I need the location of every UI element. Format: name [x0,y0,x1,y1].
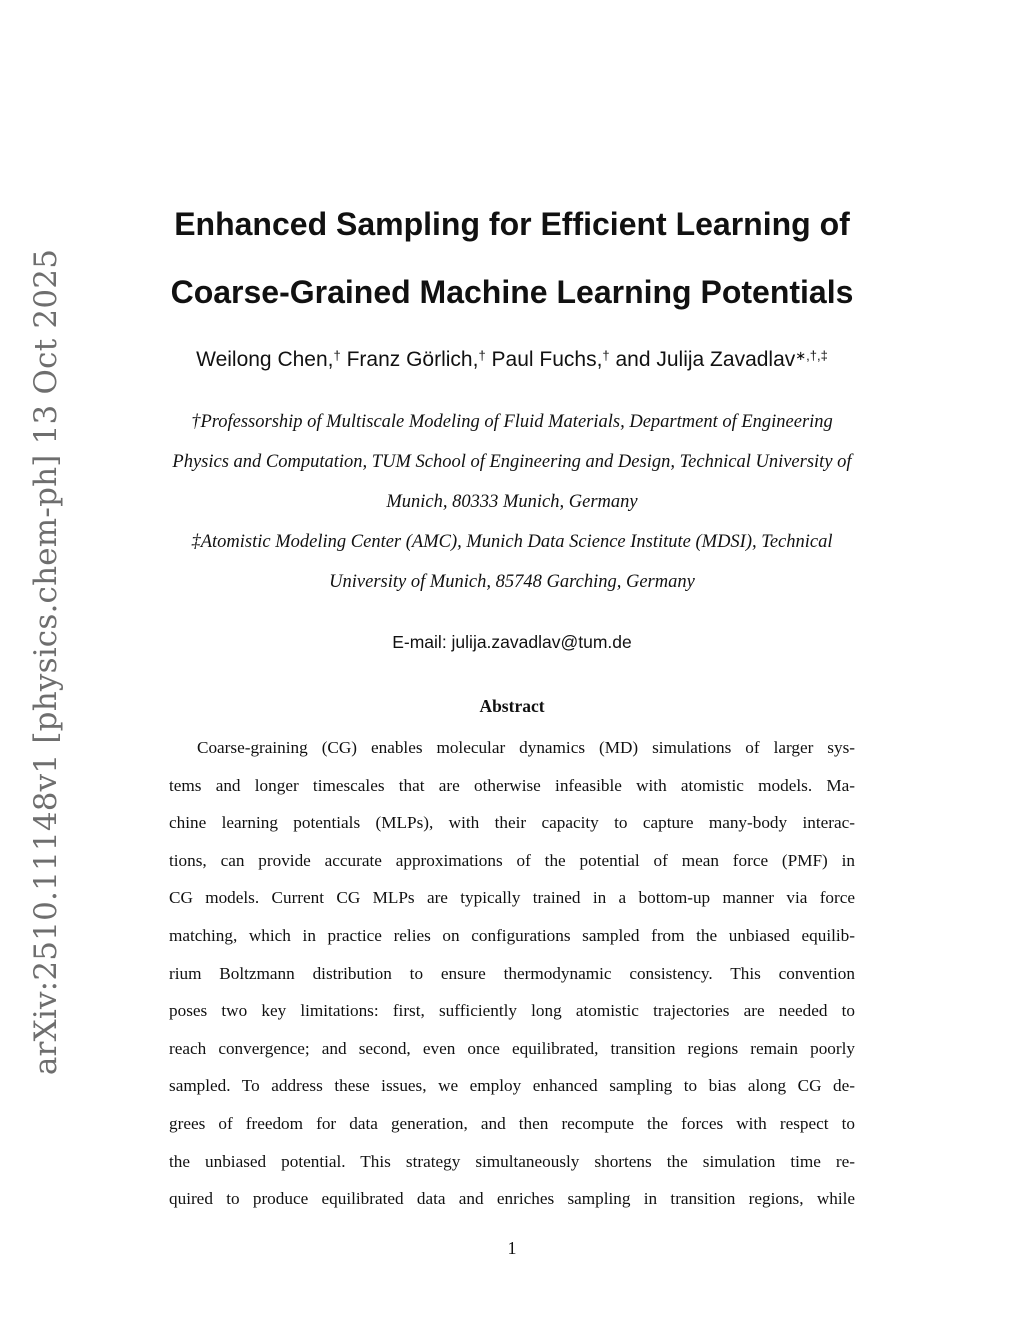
abstract-line: sampled. To address these issues, we employ enhanced sampling to bias along CG de- [169,1076,855,1096]
abstract-line: tems and longer timescales that are otherwise infeasible with atomistic models. Ma- [169,775,855,795]
author-4 [616,348,828,371]
author-name: Paul Fuchs, [491,348,603,371]
affiliation-line: †Professorship of Multiscale Modeling of Fluid Materials, Department of Engineering [191,412,833,432]
author-affiliation-marks: † [478,348,486,363]
abstract-line: tions, can provide accurate approximations of the potential of mean force (PMF) in [169,850,855,870]
arxiv-identifier-stamp: arXiv:2510.11148v1 [physics.chem-ph] 13 Oct 2025 [28,248,64,1076]
abstract-line: quired to produce equilibrated data and enriches sampling in transition regions, while [169,1189,855,1209]
abstract-line: CG models. Current CG MLPs are typically trained in a bottom-up manner via force [169,888,855,908]
abstract-line: Coarse-graining (CG) enables molecular dynamics (MD) simulations of larger sys- [197,738,855,757]
abstract-line: matching, which in practice relies on configurations sampled from the unbiased equilib- [169,925,855,945]
author-name: Franz Görlich, [346,348,479,371]
abstract-line: grees of freedom for data generation, and then recompute the forces with respect to [169,1113,855,1133]
abstract-line: chine learning potentials (MLPs), with their capacity to capture many-body interac- [169,813,855,833]
author-1 [196,348,341,371]
abstract-line: the unbiased potential. This strategy simultaneously shortens the simulation time re- [169,1151,855,1171]
corresponding-email: E-mail: julija.zavadlav@tum.de [392,632,632,652]
author-affiliation-marks: † [333,348,341,363]
author-list [100,344,924,376]
author-name: and Julija Zavadlav [615,348,796,371]
abstract-heading: Abstract [479,696,545,716]
author-name: Weilong Chen, [196,348,334,371]
author-affiliation-marks: ∗,†,‡ [795,348,828,363]
affiliation-line: University of Munich, 85748 Garching, Germany [329,572,695,592]
affiliation-line: ‡Atomistic Modeling Center (AMC), Munich Data Science Institute (MDSI), Technical [191,532,833,552]
author-affiliation-marks: † [602,348,610,363]
abstract-body [169,729,855,1218]
affiliation-line: Munich, 80333 Munich, Germany [386,492,638,512]
affiliation-second [110,522,914,602]
author-2 [347,348,486,371]
affiliation-first [110,402,914,522]
affiliation-line: Physics and Computation, TUM School of Engineering and Design, Technical University of [172,452,852,472]
page-number: 1 [507,1238,517,1258]
paper-title-line-1: Enhanced Sampling for Efficient Learning of [174,206,850,242]
paper-title-line-2: Coarse-Grained Machine Learning Potentials [170,274,854,310]
abstract-line: reach convergence; and second, even once equilibrated, transition regions remain poorly [169,1038,855,1058]
paper-title [120,190,904,326]
abstract-line: poses two key limitations: first, sufficiently long atomistic trajectories are needed to [169,1001,855,1021]
author-3 [492,348,610,371]
abstract-line: rium Boltzmann distribution to ensure thermodynamic consistency. This convention [169,963,855,983]
